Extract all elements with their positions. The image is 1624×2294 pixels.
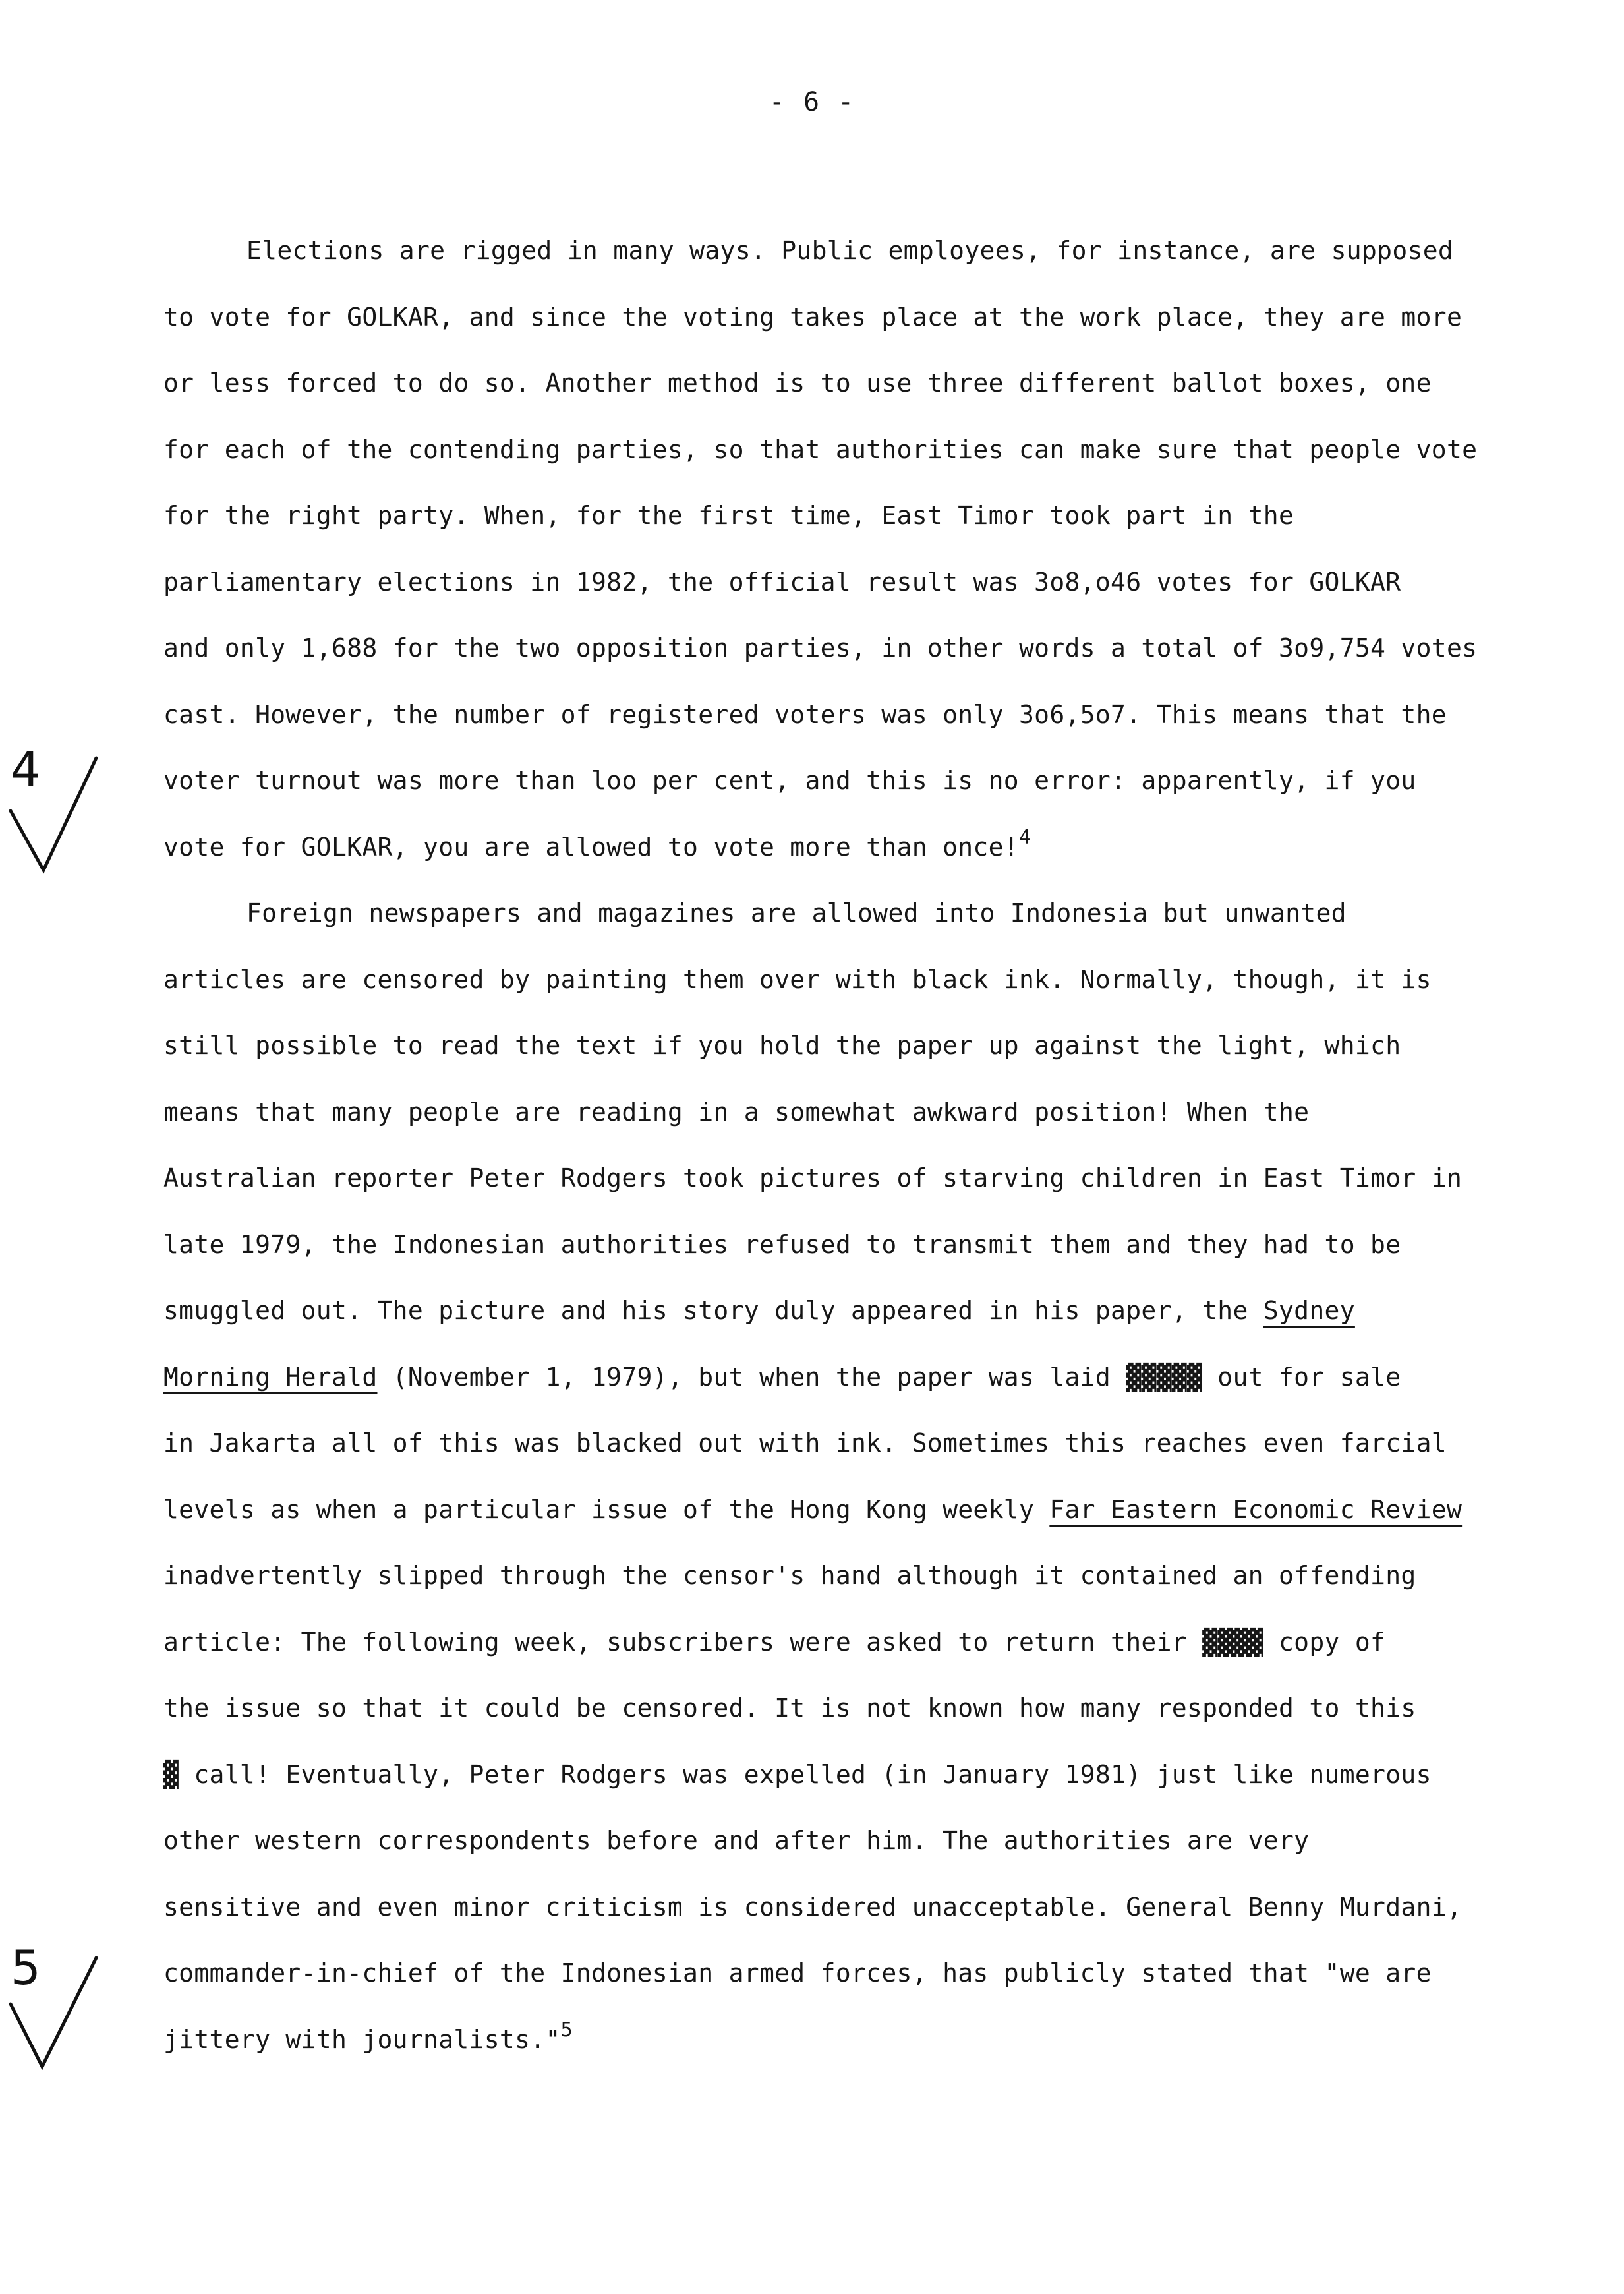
text-line-content: smuggled out. The picture and his story duly appeared in his paper, the: [163, 1296, 1263, 1325]
text-line: for each of the contending parties, so that authorities can make sure that people vote: [163, 434, 1478, 464]
text-line: Foreign newspapers and magazines are allowed into Indonesia but unwanted: [246, 898, 1347, 927]
text-line-content: levels as when a particular issue of the Hong Kong weekly: [163, 1494, 1050, 1524]
text-line: for the right party. When, for the first time, East Timor took part in the: [163, 501, 1294, 530]
margin-checkmark-4: [5, 738, 98, 877]
text-line-content: vote for GOLKAR, you are allowed to vote more than once!: [163, 832, 1019, 862]
page-number: - 6 -: [768, 87, 856, 117]
checkmark-icon: [5, 738, 98, 877]
text-line: [163, 1344, 1594, 1411]
text-line: other western correspondents before and after him. The authorities are very: [163, 1826, 1310, 1855]
text-line: means that many people are reading in a somewhat awkward position! When the: [163, 1097, 1310, 1127]
newspaper-title: Sydney: [1263, 1296, 1355, 1325]
text-line: [163, 814, 1594, 881]
footnote-marker-4: 4: [1018, 825, 1031, 849]
text-line: cast. However, the number of registered voters was only 3o6,5o7. This means that the: [163, 699, 1447, 729]
text-line: late 1979, the Indonesian authorities refused to transmit them and they had to be: [163, 1229, 1401, 1259]
text-line: to vote for GOLKAR, and since the voting takes place at the work place, they are more: [163, 302, 1463, 332]
text-line: commander-in-chief of the Indonesian armed forces, has publicly stated that "we are: [163, 1958, 1432, 1987]
text-line-content: (November 1, 1979), but when the paper was laid ▓▓▓▓▓ out for sale: [377, 1362, 1401, 1392]
margin-checkmark-5: [5, 1931, 98, 2070]
text-line: Elections are rigged in many ways. Public employees, for instance, are supposed: [246, 236, 1454, 265]
text-line: sensitive and even minor criticism is considered unacceptable. General Benny Murdani,: [163, 1892, 1463, 1922]
newspaper-title: Morning Herald: [163, 1362, 378, 1392]
text-line: [163, 2007, 1594, 2073]
text-line: the issue so that it could be censored. It is not known how many responded to this: [163, 1693, 1416, 1722]
text-line-content: jittery with journalists.": [163, 2024, 561, 2054]
text-line: and only 1,688 for the two opposition parties, in other words a total of 3o9,754 votes: [163, 633, 1478, 662]
magazine-title: Far Eastern Economic Review: [1049, 1494, 1463, 1524]
margin-mark-label: 5: [11, 1940, 41, 1995]
checkmark-icon: [5, 1931, 98, 2070]
text-line: articles are censored by painting them over with black ink. Normally, though, it is: [163, 964, 1432, 994]
text-line: voter turnout was more than loo per cent, and this is no error: apparently, if you: [163, 766, 1416, 795]
text-line: or less forced to do so. Another method is to use three different ballot boxes, one: [163, 368, 1432, 397]
text-line: Australian reporter Peter Rodgers took pictures of starving children in East Timor in: [163, 1163, 1463, 1192]
text-line: inadvertently slipped through the censor's hand although it contained an offending: [163, 1561, 1416, 1590]
text-line: [163, 1278, 1594, 1344]
margin-mark-label: 4: [11, 742, 41, 797]
text-line: ▓ call! Eventually, Peter Rodgers was expelled (in January 1981) just like numerous: [163, 1759, 1432, 1789]
footnote-marker-5: 5: [560, 2018, 573, 2042]
text-line: still possible to read the text if you hold the paper up against the light, which: [163, 1031, 1401, 1060]
text-line: parliamentary elections in 1982, the official result was 3o8,o46 votes for GOLKAR: [163, 567, 1401, 597]
text-line: [163, 1477, 1594, 1543]
text-line: article: The following week, subscribers were asked to return their ▓▓▓▓ copy of: [163, 1627, 1386, 1657]
text-line: in Jakarta all of this was blacked out with ink. Sometimes this reaches even farcial: [163, 1428, 1447, 1457]
document-body: [163, 218, 1594, 2073]
